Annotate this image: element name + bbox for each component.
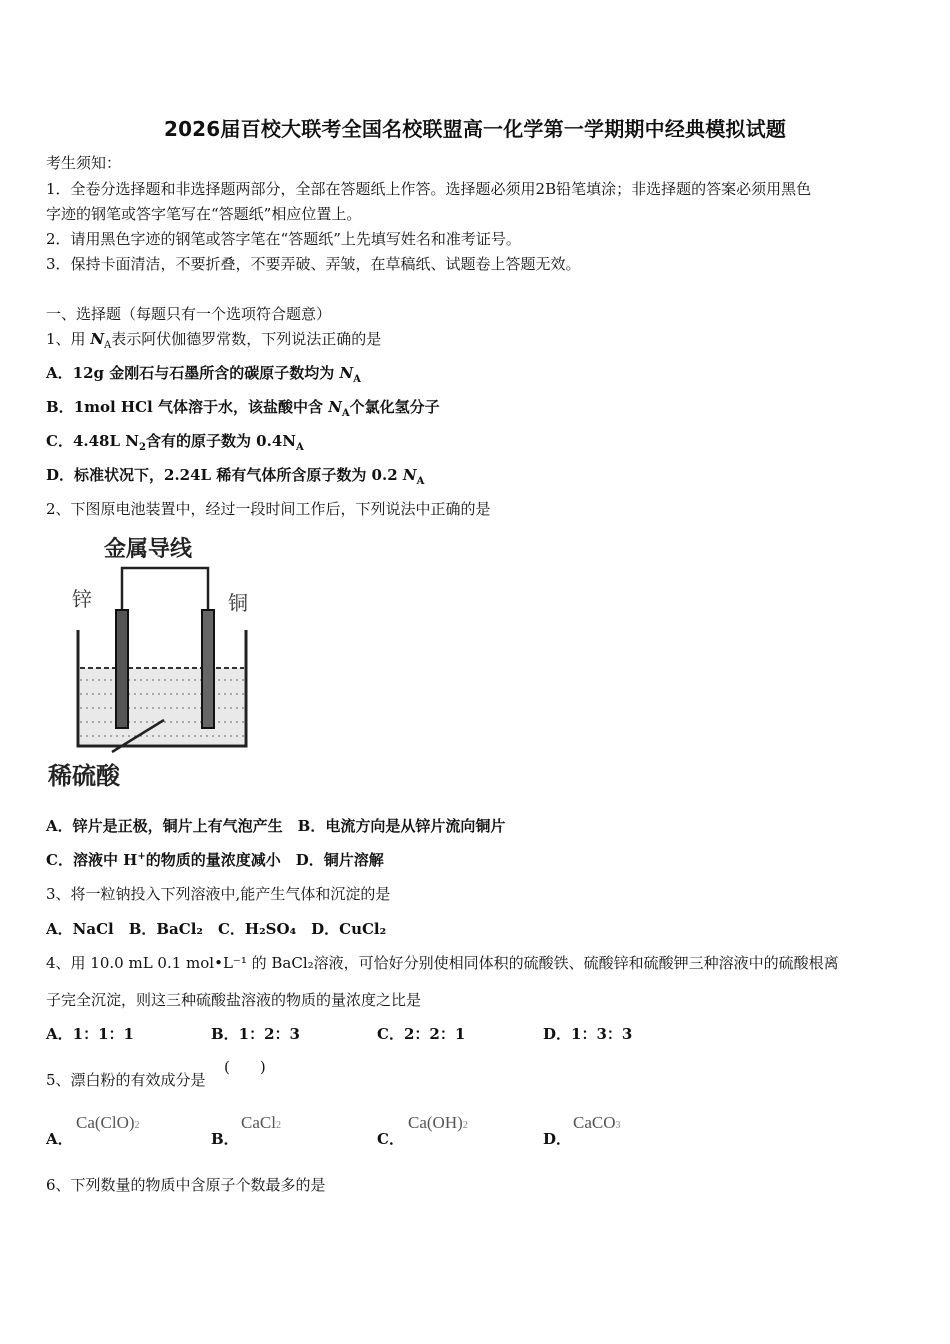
question-5-option-c-formula: Ca(OH)2: [408, 1113, 468, 1132]
question-4-option-d[interactable]: D．1：3：3: [543, 1025, 633, 1043]
question-5-option-a-formula: Ca(ClO)2: [76, 1113, 140, 1132]
question-2-stem: 2、下图原电池装置中，经过一段时间工作后，下列说法中正确的是: [46, 500, 491, 518]
copper-label: 铜: [228, 591, 248, 615]
question-5-option-d-formula: CaCO3: [573, 1113, 621, 1132]
question-5-stem: 5、漂白粉的有效成分是: [46, 1071, 206, 1089]
question-4-option-b[interactable]: B．1：2：3: [211, 1025, 300, 1043]
question-5-option-b-formula: CaCl2: [241, 1113, 281, 1132]
zinc-label: 锌: [72, 587, 92, 611]
question-5-option-c-label[interactable]: C．: [377, 1130, 404, 1148]
question-4-option-a[interactable]: A．1：1：1: [46, 1025, 134, 1043]
wire-label: 金属导线: [104, 536, 193, 562]
notice-item-3: 3．保持卡面清洁，不要折叠，不要弄破、弄皱，在草稿纸、试题卷上答题无效。: [46, 255, 581, 273]
question-5-option-a-label[interactable]: A．: [46, 1130, 73, 1148]
zinc-electrode: [116, 610, 128, 728]
notice-item-2: 2．请用黑色字迹的钢笔或答字笔在“答题纸”上先填写姓名和准考证号。: [46, 230, 521, 248]
question-2-options-row-1[interactable]: A．锌片是正极，铜片上有气泡产生 B．电流方向是从锌片流向铜片: [46, 817, 506, 835]
notice-header: 考生须知：: [46, 154, 122, 172]
question-1-option-a[interactable]: A．12g 金刚石与石墨所含的碳原子数均为 $N_A$: [46, 364, 361, 385]
question-5-option-d-label[interactable]: D．: [543, 1130, 572, 1148]
question-3-stem: 3、将一粒钠投入下列溶液中,能产生气体和沉淀的是: [46, 885, 391, 903]
metal-wire: [122, 568, 208, 612]
question-6-stem: 6、下列数量的物质中含原子个数最多的是: [46, 1176, 326, 1194]
galvanic-cell-diagram: [46, 530, 256, 792]
section-heading: 一、选择题（每题只有一个选项符合题意）: [46, 305, 332, 323]
question-1-option-b[interactable]: B．1mol HCl 气体溶于水，该盐酸中含 $N_A$个氯化氢分子: [46, 398, 440, 419]
page-title: 2026届百校大联考全国名校联盟高一化学第一学期期中经典模拟试题: [163, 117, 787, 141]
question-1-option-d[interactable]: D．标准状况下，2.24L 稀有气体所含原子数为 0.2 $N_A$: [46, 466, 425, 487]
question-4-option-c[interactable]: C．2：2：1: [377, 1025, 466, 1043]
sulfuric-acid-solution: [80, 668, 244, 744]
question-1-option-c[interactable]: C．4.48L $N_2$含有的原子数为 $0.4N_A$: [46, 432, 304, 453]
question-4-stem-line-1: 4、用 10.0 mL 0.1 mol•L⁻¹ 的 BaCl₂溶液，可恰好分别使相同体积的硫酸铁、硫酸锌和硫酸钾三种溶液中的硫酸根离: [46, 954, 839, 972]
question-1-stem: 1、用 $N_A$表示阿伏伽德罗常数，下列说法正确的是: [46, 330, 382, 351]
question-4-stem-line-2: 子完全沉淀，则这三种硫酸盐溶液的物质的量浓度之比是: [46, 991, 422, 1009]
notice-item-1-line-2: 字迹的钢笔或答字笔写在“答题纸”相应位置上。: [46, 205, 362, 223]
question-5-blank: ( ): [224, 1058, 266, 1076]
question-3-options[interactable]: A．NaCl B．BaCl₂ C．H₂SO₄ D．CuCl₂: [46, 920, 387, 938]
question-2-options-row-2[interactable]: C．溶液中 H+的物质的量浓度减小 D．铜片溶解: [46, 851, 384, 869]
question-5-option-b-label[interactable]: B．: [211, 1130, 239, 1148]
copper-electrode: [202, 610, 214, 728]
solution-label: 稀硫酸: [48, 761, 120, 790]
notice-item-1-line-1: 1．全卷分选择题和非选择题两部分，全部在答题纸上作答。选择题必须用2B铅笔填涂；非选择题的答案必须用黑色: [46, 180, 812, 198]
